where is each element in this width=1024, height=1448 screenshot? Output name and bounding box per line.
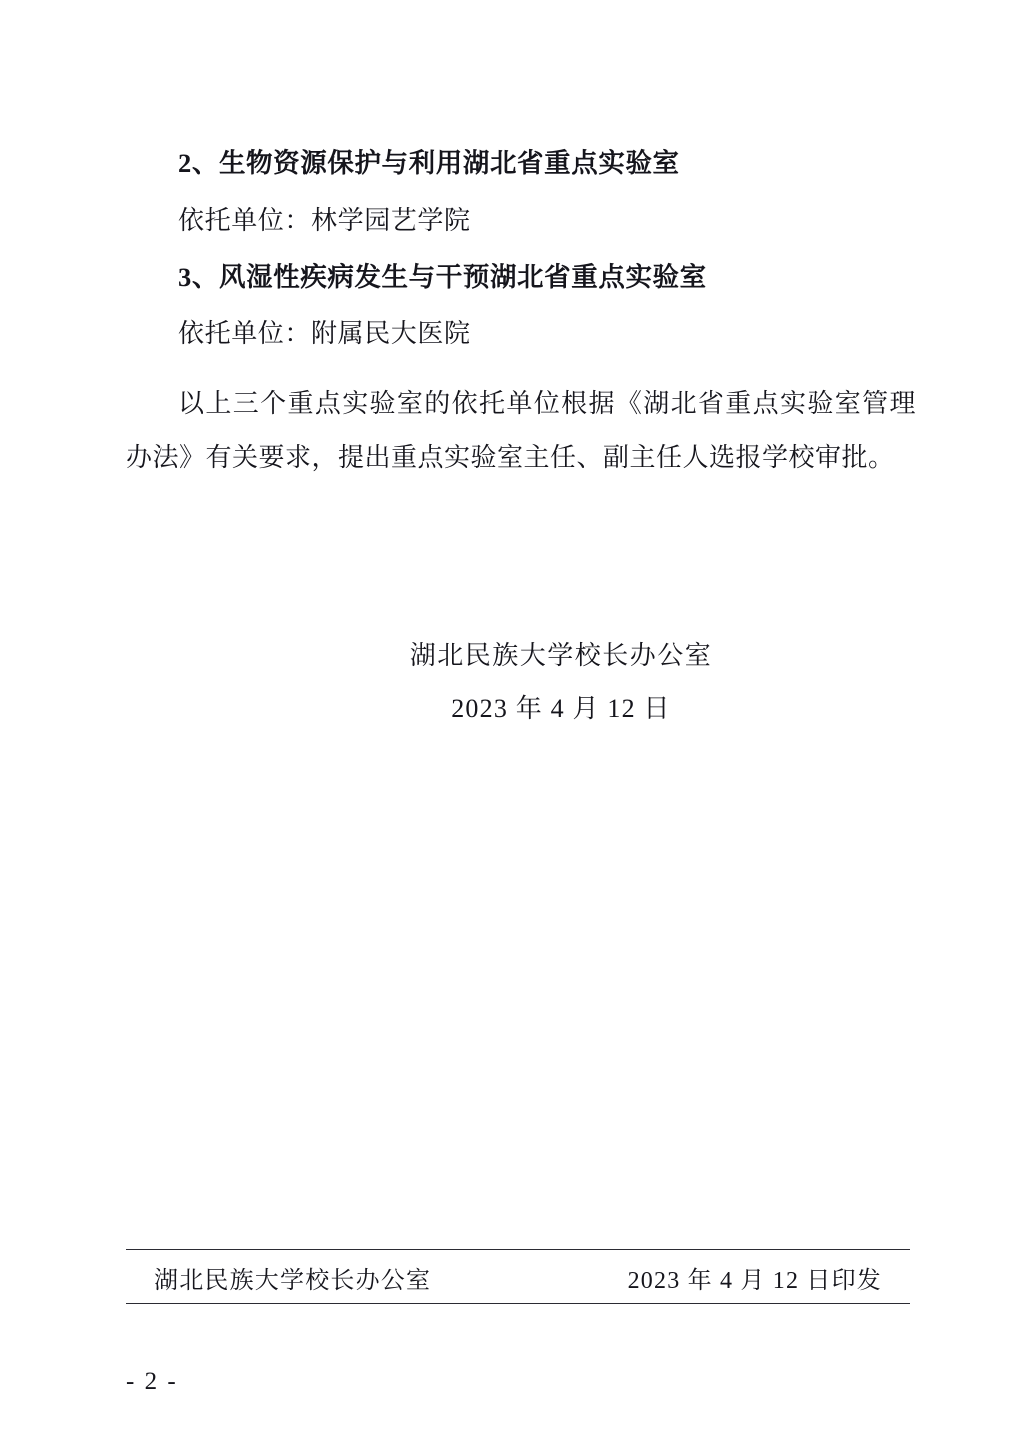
body-paragraph: 以上三个重点实验室的依托单位根据《湖北省重点实验室管理办法》有关要求，提出重点实验室主任、副主任人选报学校审批。 xyxy=(126,389,916,472)
page-footer xyxy=(126,1249,910,1304)
signature-date: 2023 年 4 月 12 日 xyxy=(451,694,671,724)
spacer xyxy=(126,347,916,377)
spacer xyxy=(126,290,916,321)
footer-issue-date: 2023 年 4 月 12 日印发 xyxy=(627,1268,882,1294)
lab-entry-host-2: 依托单位：林学园艺学院 xyxy=(178,205,471,235)
signature-block xyxy=(126,640,916,724)
footer-row xyxy=(126,1250,910,1303)
footer-divider-bottom xyxy=(126,1303,910,1304)
page-number: - 2 - xyxy=(126,1368,178,1395)
spacer xyxy=(126,177,916,208)
footer-issuer: 湖北民族大学校长办公室 xyxy=(154,1268,432,1294)
lab-entry-title-2: 2、生物资源保护与利用湖北省重点实验室 xyxy=(178,148,680,178)
document-body xyxy=(126,150,916,485)
lab-entry-title-3: 3、风湿性疾病发生与干预湖北省重点实验室 xyxy=(178,261,707,292)
signature-organization: 湖北民族大学校长办公室 xyxy=(409,641,713,670)
spacer xyxy=(126,234,916,264)
lab-entry-host-3: 依托单位：附属民大医院 xyxy=(178,319,471,348)
